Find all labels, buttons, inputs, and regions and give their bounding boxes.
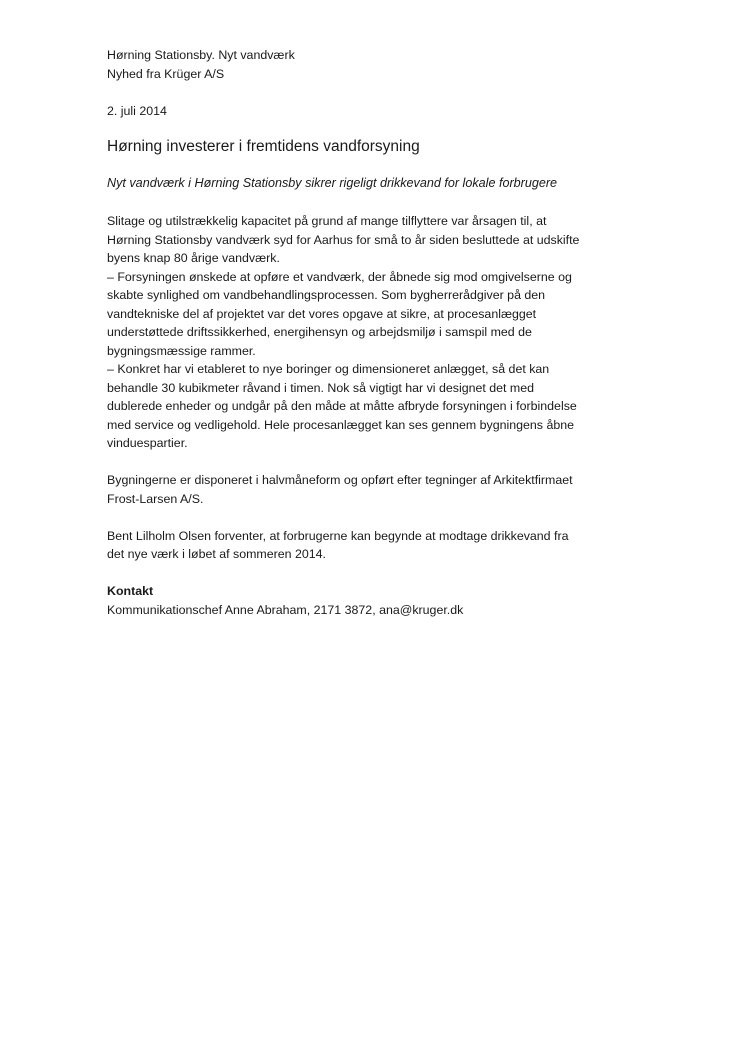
contact-label: Kontakt xyxy=(107,584,154,598)
header-line-1: Hørning Stationsby. Nyt vandværk xyxy=(107,48,295,62)
contact-section xyxy=(107,582,647,619)
date: 2. juli 2014 xyxy=(107,103,167,118)
body-line: vandtekniske del af projektet var det vores opgave at sikre, at procesanlægget xyxy=(107,306,537,321)
body-line: – Forsyningen ønskede at opføre et vandværk, der åbnede sig mod omgivelserne og xyxy=(107,269,572,284)
body-line: byens knap 80 årige vandværk. xyxy=(107,251,280,265)
body-line: Bent Lilholm Olsen forventer, at forbrugerne kan begynde at modtage drikkevand fra xyxy=(107,528,569,543)
body-line: Bygningerne er disponeret i halvmåneform og opført efter tegninger af Arkitektfirmaet xyxy=(107,473,573,487)
body-line: med service og vedligehold. Hele procesanlægget kan ses gennem bygningens åbne xyxy=(107,417,575,432)
article-title: Hørning investerer i fremtidens vandforsyning xyxy=(107,138,420,155)
body-line: bygningsmæssige rammer. xyxy=(107,343,256,358)
body-line: Frost-Larsen A/S. xyxy=(107,491,204,506)
article-subtitle: Nyt vandværk i Hørning Stationsby sikrer rigeligt drikkevand for lokale forbrugere xyxy=(107,176,558,190)
body-line: det nye værk i løbet af sommeren 2014. xyxy=(107,547,327,561)
paragraph-2 xyxy=(107,471,647,508)
contact-details: Kommunikationschef Anne Abraham, 2171 3872, ana@kruger.dk xyxy=(107,602,464,617)
body-line: vinduespartier. xyxy=(107,436,188,450)
body-line: Slitage og utilstrækkelig kapacitet på grund af mange tilflyttere var årsagen til, at xyxy=(107,214,547,228)
body-line: skabte synlighed om vandbehandlingsprocessen. Som bygherrerådgiver på den xyxy=(107,288,546,302)
body-line: behandle 30 kubikmeter råvand i timen. Nok så vigtigt har vi designet det med xyxy=(107,380,535,395)
body-line: Hørning Stationsby vandværk syd for Aarhus for små to år siden besluttede at udskifte xyxy=(107,232,580,247)
header-line-2: Nyhed fra Krüger A/S xyxy=(107,66,225,81)
body-line: – Konkret har vi etableret to nye boringer og dimensioneret anlægget, så det kan xyxy=(107,362,550,376)
paragraph-1 xyxy=(107,212,647,453)
body-line: dublerede enheder og undgår på den måde at måtte afbryde forsyningen i forbindelse xyxy=(107,399,577,413)
paragraph-3 xyxy=(107,527,647,564)
body-line: understøttede driftssikkerhed, energihensyn og arbejdsmiljø i samspil med de xyxy=(107,325,532,339)
document-page xyxy=(107,46,647,619)
